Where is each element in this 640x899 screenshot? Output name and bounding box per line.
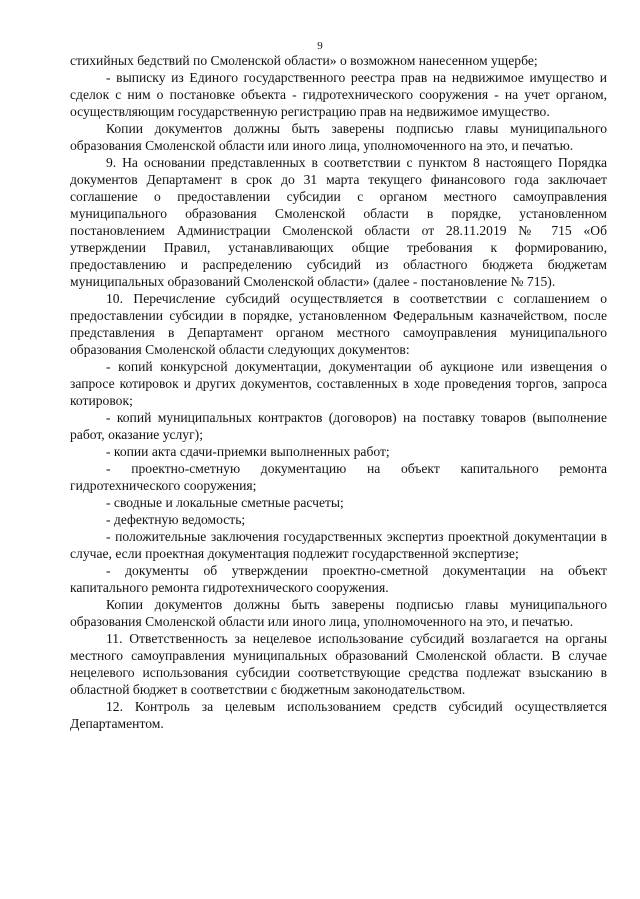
paragraph-clause-10: 10. Перечисление субсидий осуществляется в соответствии с соглашением о предоставлении субсидии в порядке, установленном Федеральным казначейством, после представления в Департамент органом местного самоуправления муниципального образования Смоленской области следующих документов:: [70, 291, 607, 357]
paragraph-copies-certification: Копии документов должны быть заверены подписью главы муниципального образования Смоленской области или иного лица, уполномоченного на это, и печатью.: [70, 121, 607, 153]
list-item-tender-docs: - копий конкурсной документации, документации об аукционе или извещения о запросе котировок и других документов, составленных в ходе проведения торгов, запроса котировок;: [70, 359, 607, 408]
list-item-expert-reviews: - положительные заключения государственных экспертиз проектной документации в случае, если проектная документация подлежит государственной экспертизе;: [70, 529, 607, 561]
list-item-approval-docs: - документы об утверждении проектно-сметной документации на объект капитального ремонта гидротехнического сооружения.: [70, 563, 607, 595]
paragraph-clause-12: 12. Контроль за целевым использованием средств субсидий осуществляется Департаментом.: [70, 699, 607, 731]
list-item-design-estimate: - проектно-сметную документацию на объект капитального ремонта гидротехнического сооружения;: [70, 461, 607, 493]
list-item-contracts: - копий муниципальных контрактов (договоров) на поставку товаров (выполнение работ, оказание услуг);: [70, 410, 607, 442]
paragraph-copies-certification-2: Копии документов должны быть заверены подписью главы муниципального образования Смоленской области или иного лица, уполномоченного на это, и печатью.: [70, 597, 607, 629]
paragraph-clause-9: 9. На основании представленных в соответствии с пунктом 8 настоящего Порядка документов Департамент в срок до 31 марта текущего финансового года заключает соглашение о предоставлении субсидии с органом местного самоуправления муниципального образования Смоленской области в порядке, установленном постановлением Администрации Смоленской области от 28.11.2019 № 715 «Об утверждении Правил, устанавливающих общие требования к формированию, предоставлению и распределению субсидий из областного бюджета бюджетам муниципальных образований Смоленской области» (далее - постановление № 715).: [70, 155, 607, 289]
paragraph-continuation: стихийных бедствий по Смоленской области» о возможном нанесенном ущербе;: [70, 53, 538, 68]
page-number: 9: [317, 40, 323, 52]
document-body: [70, 52, 607, 732]
list-item-estimates: - сводные и локальные сметные расчеты;: [106, 495, 344, 510]
list-item-defect-list: - дефектную ведомость;: [106, 512, 246, 527]
list-item-acceptance-act: - копии акта сдачи-приемки выполненных работ;: [106, 444, 390, 459]
list-item-registry-extract: - выписку из Единого государственного реестра прав на недвижимое имущество и сделок с ним о постановке объекта - гидротехнического сооружения - на учет органом, осуществляющим государственную регистрацию прав на недвижимое имущество.: [70, 70, 607, 119]
paragraph-clause-11: 11. Ответственность за нецелевое использование субсидий возлагается на органы местного самоуправления муниципальных образований Смоленской области. В случае нецелевого использования субсидии соответствующие средства подлежат взысканию в областной бюджет в соответствии с бюджетным законодательством.: [70, 631, 607, 697]
